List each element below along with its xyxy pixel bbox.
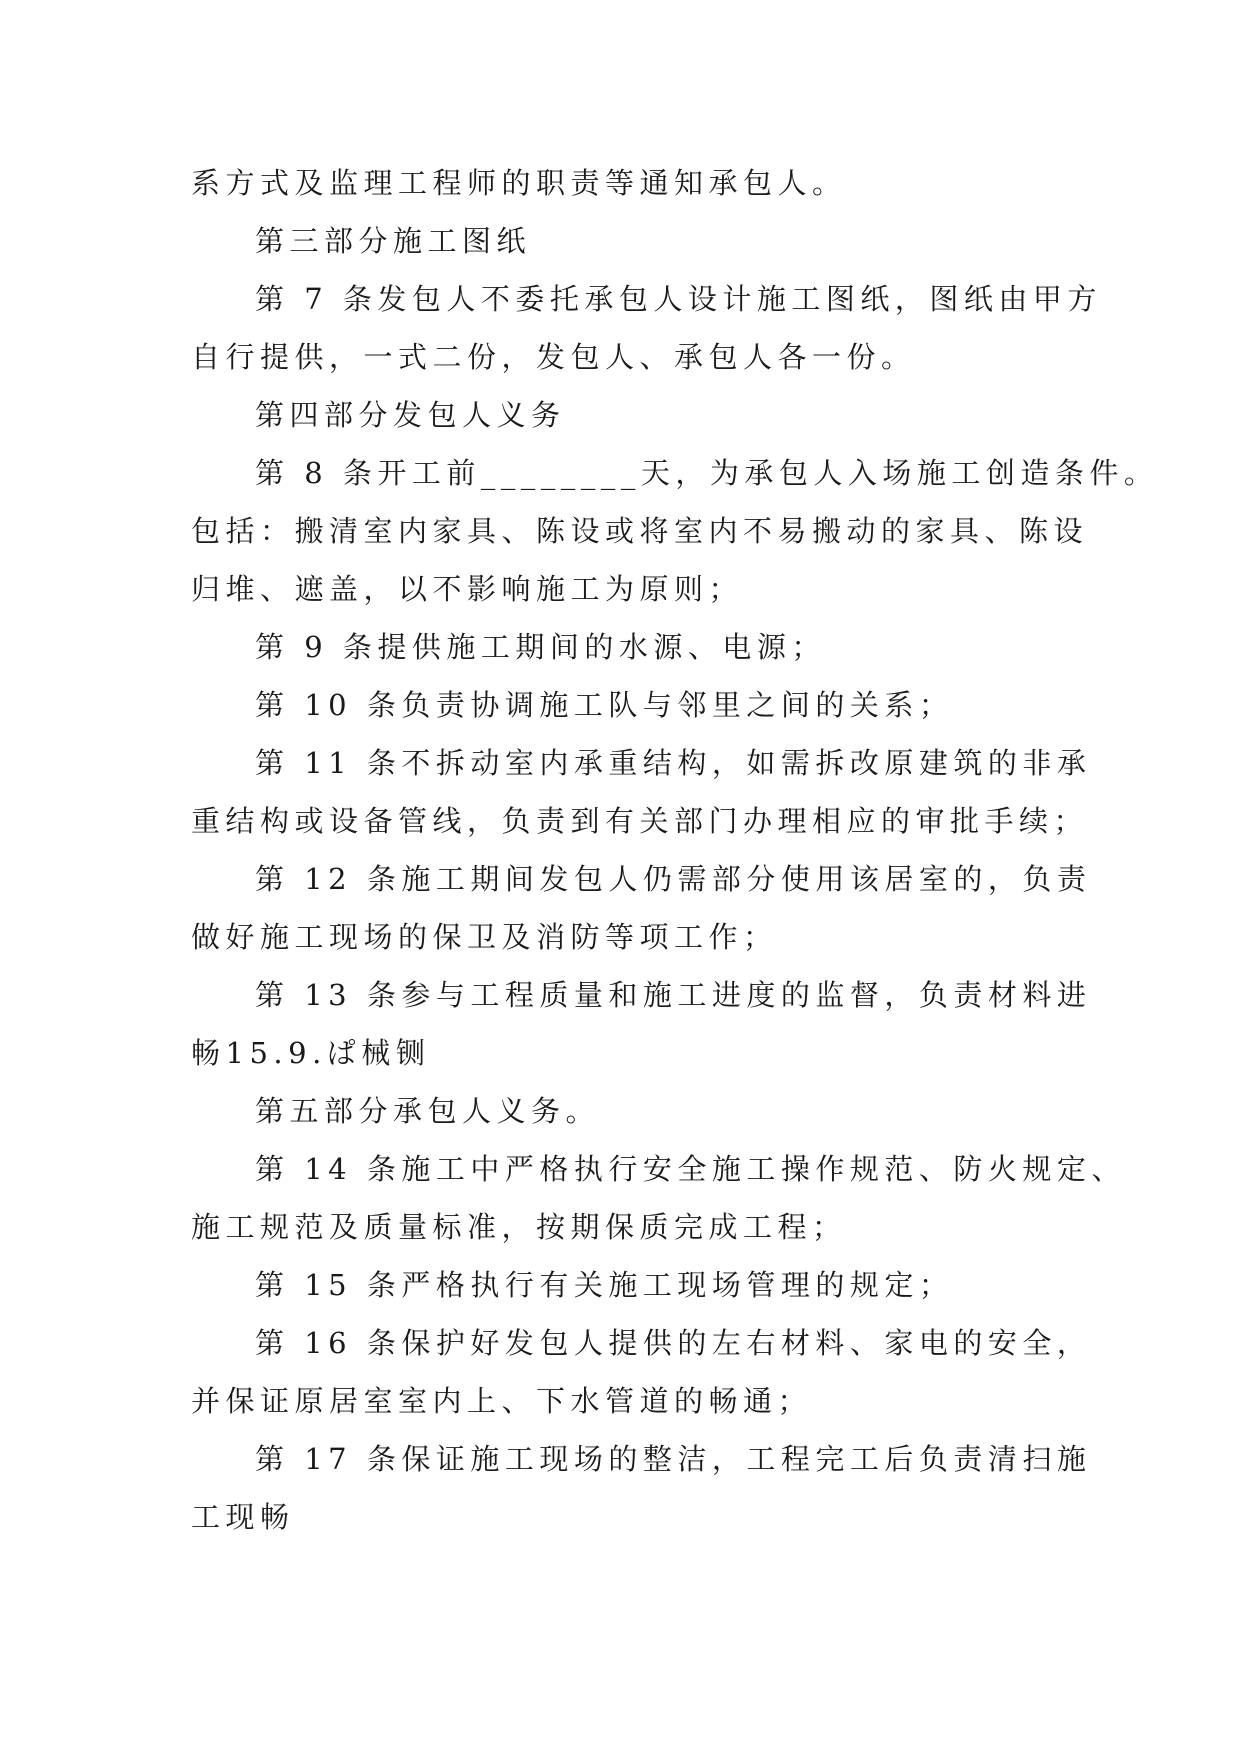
document-body bbox=[191, 154, 1159, 1546]
paragraph-line: 归堆、遮盖，以不影响施工为原则； bbox=[191, 572, 744, 606]
clause-line: 第 12 条施工期间发包人仍需部分使用该居室的，负责 bbox=[255, 862, 1092, 896]
paragraph-line: 施工规范及质量标准，按期保质完成工程； bbox=[191, 1210, 847, 1244]
paragraph-line: 做好施工现场的保卫及消防等项工作； bbox=[191, 920, 778, 954]
clause-line: 第 17 条保证施工现场的整洁，工程完工后负责清扫施 bbox=[255, 1442, 1092, 1476]
paragraph-line: 并保证原居室室内上、下水管道的畅通； bbox=[191, 1384, 813, 1418]
section-heading: 第四部分发包人义务 bbox=[255, 398, 566, 432]
clause-line: 第 8 条开工前________天，为承包人入场施工创造条件。 bbox=[255, 456, 1159, 490]
paragraph-line: 自行提供，一式二份，发包人、承包人各一份。 bbox=[191, 340, 916, 374]
section-heading: 第五部分承包人义务。 bbox=[255, 1094, 601, 1128]
section-heading: 第三部分施工图纸 bbox=[255, 224, 532, 258]
clause-line: 第 16 条保护好发包人提供的左右材料、家电的安全， bbox=[255, 1326, 1092, 1360]
clause-line: 第 11 条不拆动室内承重结构，如需拆改原建筑的非承 bbox=[255, 746, 1092, 780]
clause-line: 第 9 条提供施工期间的水源、电源； bbox=[255, 630, 826, 664]
clause-line: 第 14 条施工中严格执行安全施工操作规范、防火规定、 bbox=[255, 1152, 1126, 1186]
clause-line: 第 15 条严格执行有关施工现场管理的规定； bbox=[255, 1268, 954, 1302]
paragraph-line: 工现畅 bbox=[191, 1500, 295, 1534]
paragraph-line: 畅15.9.ぱ械铡 bbox=[191, 1036, 431, 1070]
clause-line: 第 13 条参与工程质量和施工进度的监督，负责材料进 bbox=[255, 978, 1092, 1012]
paragraph-line: 包括：搬清室内家具、陈设或将室内不易搬动的家具、陈设 bbox=[191, 514, 1089, 548]
clause-line: 第 7 条发包人不委托承包人设计施工图纸，图纸由甲方 bbox=[255, 282, 1102, 316]
clause-line: 第 10 条负责协调施工队与邻里之间的关系； bbox=[255, 688, 954, 722]
paragraph-line: 重结构或设备管线，负责到有关部门办理相应的审批手续； bbox=[191, 804, 1089, 838]
paragraph-line: 系方式及监理工程师的职责等通知承包人。 bbox=[191, 166, 847, 200]
